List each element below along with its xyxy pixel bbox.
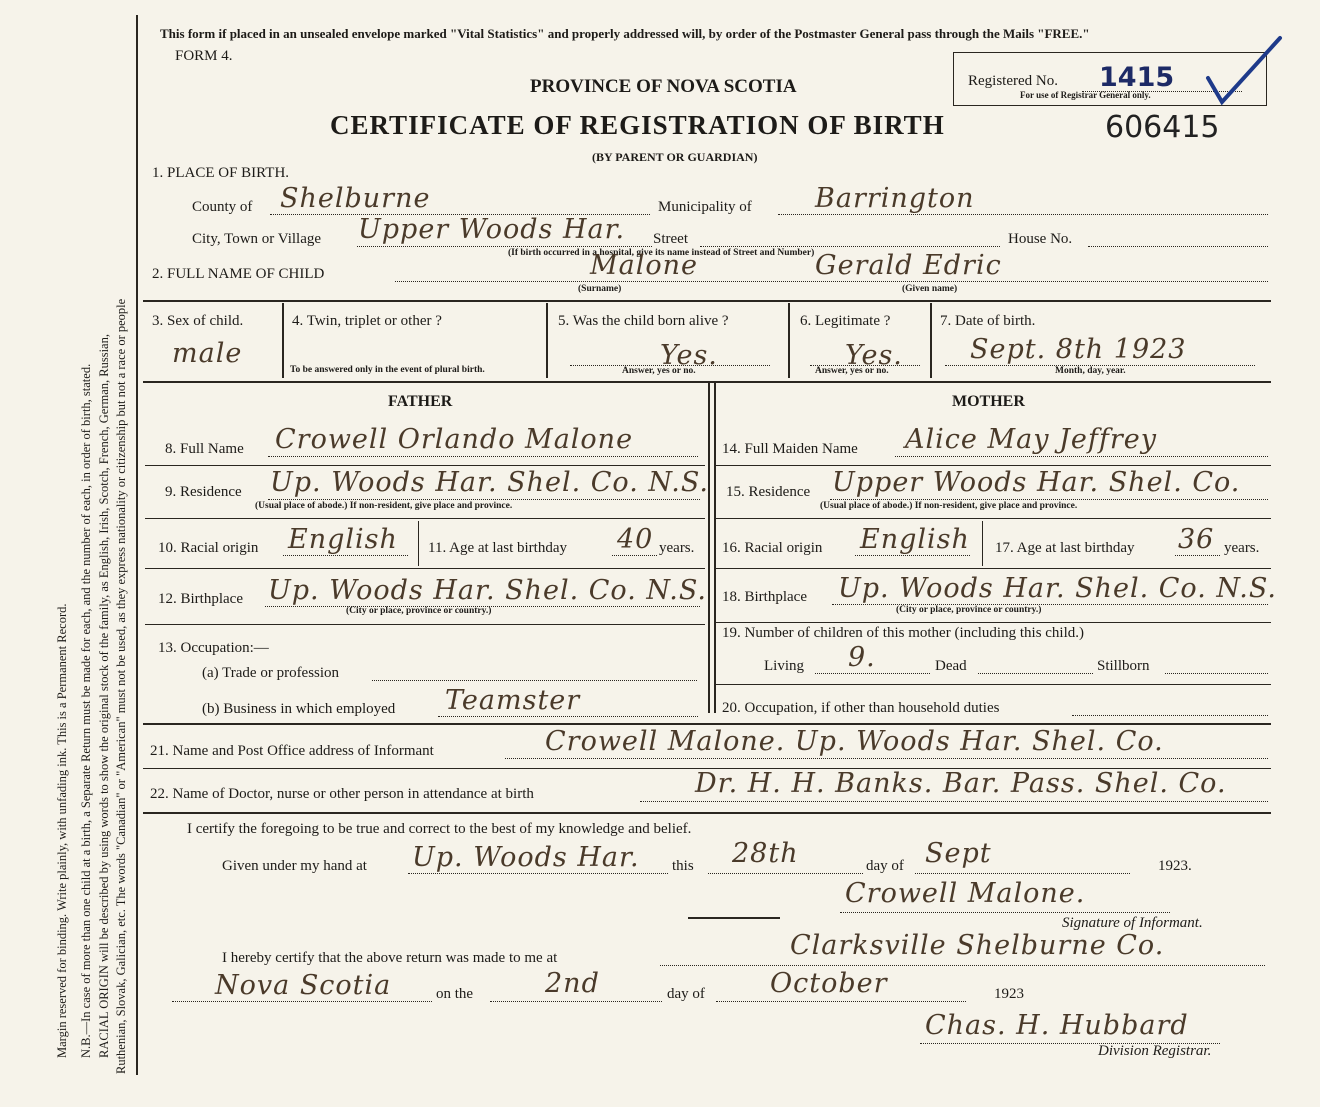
certify-statement: I certify the foregoing to be true and correct to the best of my knowledge and belief. (187, 821, 692, 837)
mother-heading: MOTHER (952, 393, 1025, 410)
child-surname-value: Malone (590, 250, 699, 281)
registrar-month-value: October (770, 968, 888, 999)
father-name-value: Crowell Orlando Malone (275, 424, 634, 455)
date-of-birth-label: 7. Date of birth. (940, 313, 1036, 329)
date-of-birth-caption: Month, day, year. (1055, 366, 1126, 376)
house-number-label: House No. (1008, 231, 1073, 247)
given-name-caption: (Given name) (902, 284, 958, 294)
doctor-label: 22. Name of Doctor, nurse or other person in attendance at birth (150, 786, 534, 802)
registrar-day-value: 2nd (545, 968, 600, 999)
on-the-label: on the (436, 986, 474, 1002)
margin-note-racial-origin-2: Ruthenian, Slovak, Galician, etc. The words "Canadian" or "American" must not be used, as they express nationality or citizenship but not a race or people (114, 298, 128, 1074)
mother-residence-value: Upper Woods Har. Shel. Co. (832, 467, 1241, 498)
living-value: 9. (848, 642, 876, 673)
municipality-value: Barrington (815, 183, 975, 214)
legitimate-value: Yes. (845, 340, 903, 371)
city-value: Upper Woods Har. (358, 214, 626, 245)
mother-residence-label: 15. Residence (726, 484, 811, 500)
father-birthplace-label: 12. Birthplace (158, 591, 243, 607)
mother-name-label: 14. Full Maiden Name (722, 441, 858, 457)
twin-label: 4. Twin, triplet or other ? (292, 313, 442, 329)
margin-note-binding: Margin reserved for binding. Write plainly, with unfading ink. This is a Permanent Record. (55, 603, 69, 1058)
registrar-place-value: Clarksville Shelburne Co. (790, 930, 1165, 961)
registrar-signature: Chas. H. Hubbard (925, 1010, 1189, 1041)
mother-birthplace-caption: (City or place, province or country.) (896, 605, 1042, 615)
registrar-certify-label: I hereby certify that the above return was made to me at (222, 950, 558, 966)
legitimate-label: 6. Legitimate ? (800, 313, 891, 329)
father-racial-origin-value: English (288, 524, 398, 555)
municipality-label: Municipality of (658, 199, 752, 215)
mother-occupation-label: 20. Occupation, if other than household duties (722, 700, 1000, 716)
legitimate-caption: Answer, yes or no. (815, 366, 889, 376)
certify-year-value: 1923. (1158, 858, 1192, 874)
father-birthplace-caption: (City or place, province or country.) (346, 606, 492, 616)
father-birthplace-value: Up. Woods Har. Shel. Co. N.S. (268, 575, 707, 606)
doctor-value: Dr. H. H. Banks. Bar. Pass. Shel. Co. (695, 768, 1227, 799)
born-alive-value: Yes. (660, 340, 718, 371)
father-business-label: (b) Business in which employed (202, 701, 396, 717)
form-number: FORM 4. (175, 48, 233, 64)
margin-note-racial-origin: RACIAL ORIGIN will be described by using words to show the original stock of the family, as English, Irish, Scotch, French, German, Russian, (97, 334, 111, 1058)
registrar-dayof-label: day of (667, 986, 705, 1002)
county-label: County of (192, 199, 253, 215)
dead-label: Dead (935, 658, 967, 674)
postal-notice: This form if placed in an unsealed envelope marked "Vital Statistics" and properly addressed will, by order of the Postmaster General pass through the Mails "FREE." (160, 26, 1090, 41)
born-alive-caption: Answer, yes or no. (622, 366, 696, 376)
mother-residence-caption: (Usual place of abode.) If non-resident, give place and province. (820, 501, 1078, 511)
surname-caption: (Surname) (578, 284, 622, 294)
mother-years-label: years. (1224, 540, 1260, 556)
registrar-province-value: Nova Scotia (215, 970, 392, 1001)
mother-children-label: 19. Number of children of this mother (including this child.) (722, 625, 1085, 641)
certify-dayof-label: day of (866, 858, 904, 874)
father-age-label: 11. Age at last birthday (428, 540, 567, 556)
registered-number: 1415 (1099, 62, 1175, 93)
mother-racial-origin-label: 16. Racial origin (722, 540, 823, 556)
registrar-year-value: 1923 (994, 986, 1024, 1002)
mother-age-label: 17. Age at last birthday (995, 540, 1135, 556)
mother-birthplace-value: Up. Woods Har. Shel. Co. N.S. (838, 573, 1277, 604)
living-label: Living (764, 658, 804, 674)
informant-value: Crowell Malone. Up. Woods Har. Shel. Co. (545, 726, 1164, 757)
province-heading: PROVINCE OF NOVA SCOTIA (530, 76, 797, 97)
given-under-hand-label: Given under my hand at (222, 858, 367, 874)
father-trade-label: (a) Trade or profession (202, 665, 340, 681)
father-heading: FATHER (388, 393, 453, 410)
margin-rule (136, 15, 138, 1075)
mother-age-value: 36 (1178, 524, 1215, 555)
certify-month-value: Sept (925, 838, 992, 869)
certify-day-value: 28th (732, 838, 799, 869)
signature-of-informant-label: Signature of Informant. (1062, 915, 1203, 931)
sex-label: 3. Sex of child. (152, 313, 244, 329)
child-given-name-value: Gerald Edric (815, 250, 1002, 281)
given-place-value: Up. Woods Har. (412, 842, 640, 873)
mother-name-value: Alice May Jeffrey (905, 424, 1157, 455)
father-age-value: 40 (617, 524, 654, 555)
informant-signature: Crowell Malone. (845, 878, 1086, 909)
mother-birthplace-label: 18. Birthplace (722, 589, 807, 605)
sex-value: male (172, 338, 243, 369)
twin-note: To be answered only in the event of plural birth. (290, 365, 485, 375)
registrar-note: For use of Registrar General only. (1020, 90, 1151, 100)
mother-racial-origin-value: English (860, 524, 970, 555)
city-label: City, Town or Village (192, 231, 322, 247)
this-label: this (672, 858, 694, 874)
father-business-value: Teamster (445, 685, 581, 716)
born-alive-label: 5. Was the child born alive ? (558, 313, 729, 329)
father-racial-origin-label: 10. Racial origin (158, 540, 259, 556)
street-label: Street (653, 231, 688, 247)
stillborn-label: Stillborn (1097, 658, 1150, 674)
father-name-label: 8. Full Name (165, 441, 244, 457)
father-residence-caption: (Usual place of abode.) If non-resident, give place and province. (255, 501, 513, 511)
division-registrar-label: Division Registrar. (1098, 1043, 1212, 1059)
registered-label: Registered No. (968, 73, 1058, 89)
hospital-note: (If birth occurred in a hospital, give its name instead of Street and Number) (508, 248, 815, 258)
county-value: Shelburne (280, 183, 431, 214)
informant-label: 21. Name and Post Office address of Informant (150, 743, 434, 759)
margin-note-plural-births: N.B.—In case of more than one child at a birth, a Separate Return must be made for each, and the number of each, in order of birth, stated. (79, 363, 93, 1058)
child-name-label: 2. FULL NAME OF CHILD (152, 266, 325, 282)
check-mark-icon (1200, 30, 1290, 110)
place-of-birth-label: 1. PLACE OF BIRTH. (152, 165, 290, 181)
date-of-birth-value: Sept. 8th 1923 (970, 334, 1187, 365)
certificate-title: CERTIFICATE OF REGISTRATION OF BIRTH (330, 110, 945, 140)
stamp-number: 606415 (1105, 110, 1220, 145)
father-residence-label: 9. Residence (165, 484, 242, 500)
father-residence-value: Up. Woods Har. Shel. Co. N.S. (270, 467, 709, 498)
certificate-subtitle: (BY PARENT OR GUARDIAN) (592, 150, 758, 164)
father-years-label: years. (659, 540, 695, 556)
father-occupation-label: 13. Occupation:— (158, 640, 269, 656)
